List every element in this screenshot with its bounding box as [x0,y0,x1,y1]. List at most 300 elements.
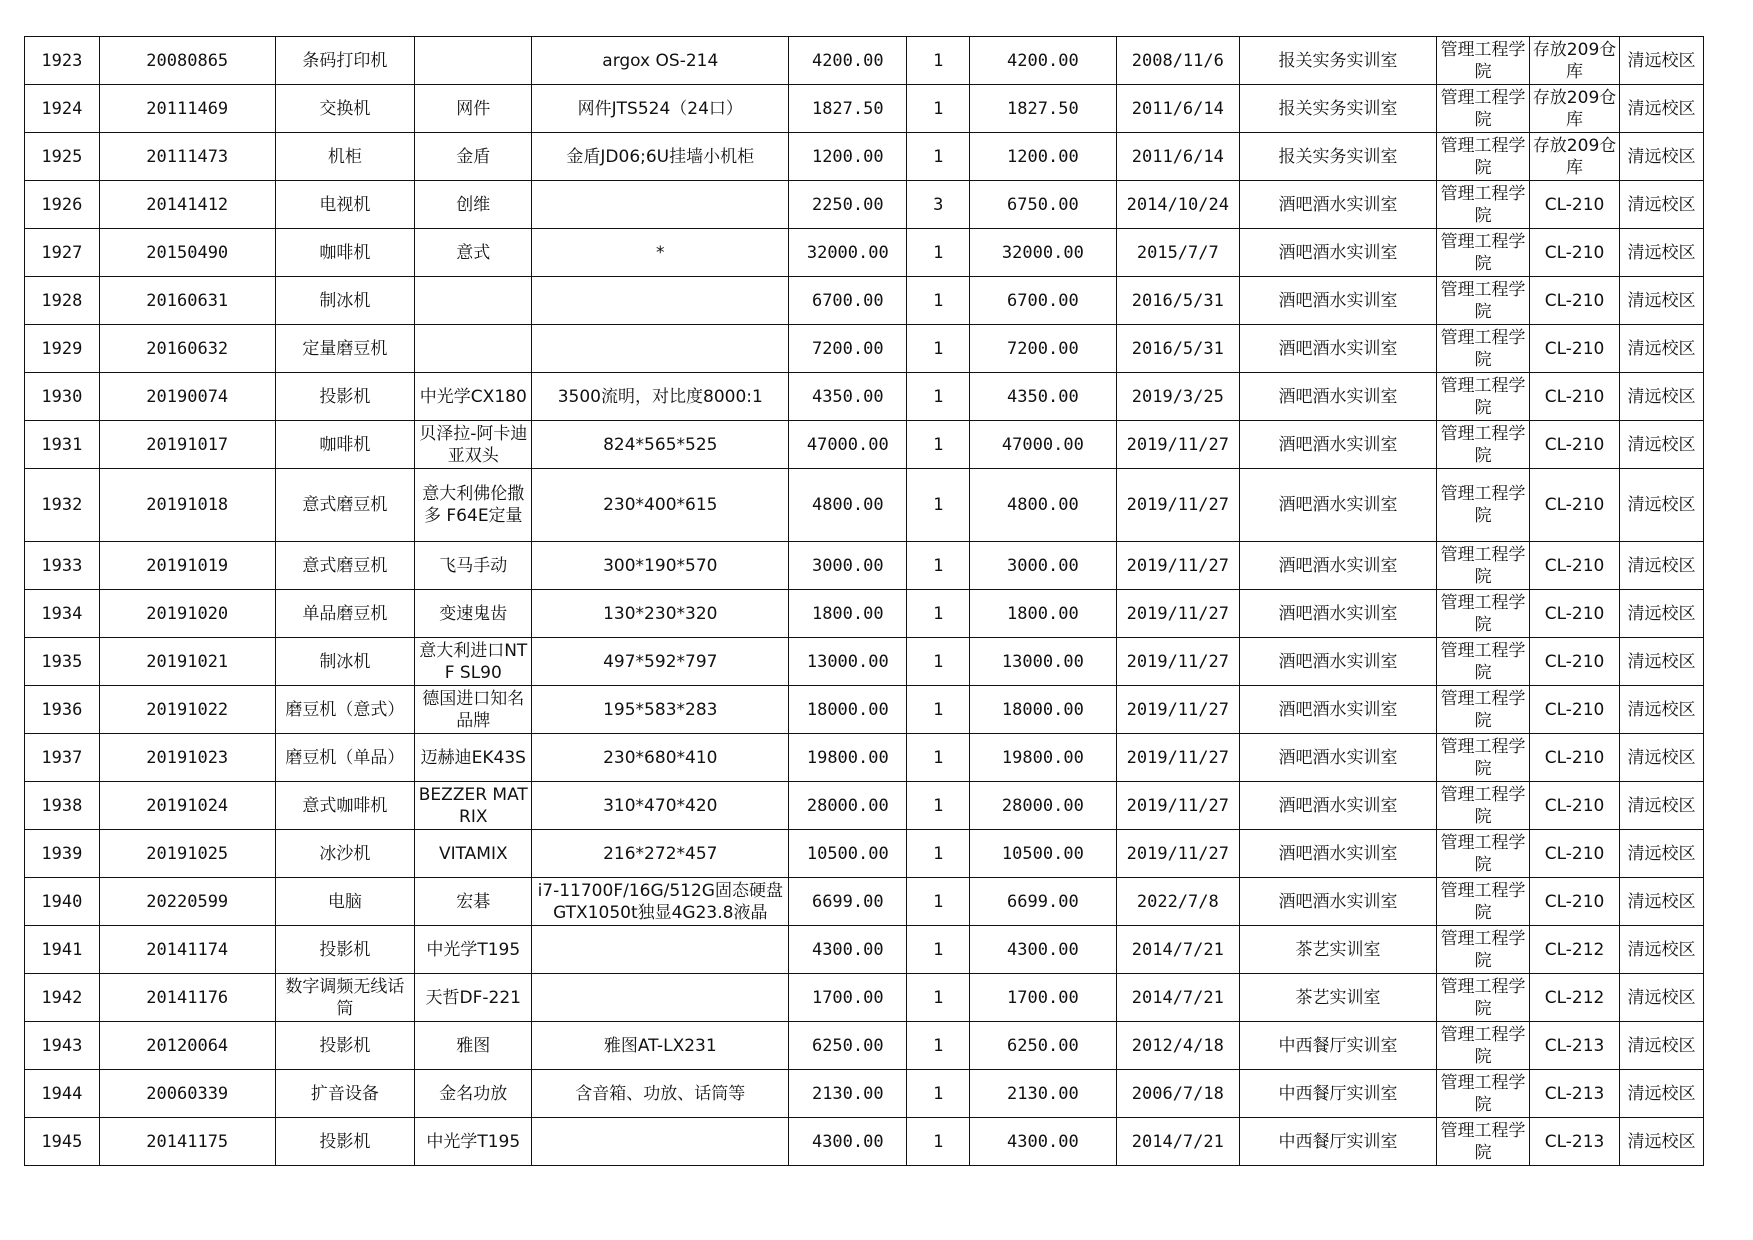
cell-brand: 德国进口知名品牌 [415,686,532,734]
cell-asset-name: 电脑 [275,878,414,926]
cell-department: 管理工程学院 [1437,229,1530,277]
cell-unit-price: 4300.00 [789,1118,907,1166]
cell-seq: 1937 [25,734,100,782]
cell-spec: 195*583*283 [532,686,789,734]
cell-quantity: 1 [907,1070,970,1118]
cell-room: 中西餐厅实训室 [1239,1118,1436,1166]
cell-room: 酒吧酒水实训室 [1239,878,1436,926]
cell-spec: 230*680*410 [532,734,789,782]
cell-room: 酒吧酒水实训室 [1239,373,1436,421]
cell-campus: 清远校区 [1620,782,1704,830]
cell-date: 2011/6/14 [1116,85,1239,133]
cell-seq: 1938 [25,782,100,830]
cell-unit-price: 1800.00 [789,590,907,638]
cell-asset-code: 20191017 [99,421,275,469]
cell-asset-name: 投影机 [275,926,414,974]
cell-amount: 1200.00 [970,133,1117,181]
table-row [25,638,1704,686]
cell-seq: 1943 [25,1022,100,1070]
cell-room: 酒吧酒水实训室 [1239,469,1436,542]
cell-quantity: 1 [907,133,970,181]
cell-asset-name: 数字调频无线话筒 [275,974,414,1022]
cell-brand [415,37,532,85]
cell-unit-price: 1700.00 [789,974,907,1022]
cell-spec: 497*592*797 [532,638,789,686]
cell-room: 报关实务实训室 [1239,37,1436,85]
cell-seq: 1924 [25,85,100,133]
cell-quantity: 1 [907,229,970,277]
cell-asset-code: 20060339 [99,1070,275,1118]
cell-asset-name: 意式磨豆机 [275,469,414,542]
cell-room: 酒吧酒水实训室 [1239,277,1436,325]
cell-asset-name: 意式磨豆机 [275,542,414,590]
cell-unit-price: 4350.00 [789,373,907,421]
cell-quantity: 1 [907,37,970,85]
cell-room: 酒吧酒水实训室 [1239,421,1436,469]
cell-date: 2014/7/21 [1116,974,1239,1022]
cell-unit-price: 47000.00 [789,421,907,469]
cell-location: CL-210 [1530,542,1620,590]
cell-asset-name: 电视机 [275,181,414,229]
cell-date: 2012/4/18 [1116,1022,1239,1070]
cell-date: 2006/7/18 [1116,1070,1239,1118]
cell-asset-code: 20191023 [99,734,275,782]
cell-asset-code: 20220599 [99,878,275,926]
cell-department: 管理工程学院 [1437,85,1530,133]
cell-brand: 中光学T195 [415,926,532,974]
table-row [25,373,1704,421]
cell-spec: i7-11700F/16G/512G固态硬盘GTX1050t独显4G23.8液晶 [532,878,789,926]
cell-amount: 6750.00 [970,181,1117,229]
cell-department: 管理工程学院 [1437,325,1530,373]
cell-location: CL-210 [1530,782,1620,830]
cell-unit-price: 2250.00 [789,181,907,229]
cell-seq: 1926 [25,181,100,229]
cell-brand: 金盾 [415,133,532,181]
cell-spec: 216*272*457 [532,830,789,878]
cell-campus: 清远校区 [1620,85,1704,133]
cell-location: CL-210 [1530,638,1620,686]
cell-location: CL-212 [1530,974,1620,1022]
cell-amount: 13000.00 [970,638,1117,686]
cell-quantity: 1 [907,373,970,421]
cell-location: 存放209仓库 [1530,37,1620,85]
cell-campus: 清远校区 [1620,133,1704,181]
cell-asset-code: 20111473 [99,133,275,181]
cell-asset-name: 磨豆机（意式） [275,686,414,734]
cell-brand: 网件 [415,85,532,133]
cell-location: CL-210 [1530,830,1620,878]
cell-quantity: 1 [907,878,970,926]
table-row [25,686,1704,734]
cell-room: 茶艺实训室 [1239,926,1436,974]
cell-campus: 清远校区 [1620,926,1704,974]
cell-campus: 清远校区 [1620,37,1704,85]
cell-seq: 1928 [25,277,100,325]
cell-department: 管理工程学院 [1437,686,1530,734]
cell-room: 酒吧酒水实训室 [1239,542,1436,590]
inventory-sheet [24,36,1704,1166]
cell-asset-name: 制冰机 [275,638,414,686]
cell-asset-code: 20120064 [99,1022,275,1070]
cell-brand: 贝泽拉-阿卡迪亚双头 [415,421,532,469]
cell-date: 2019/11/27 [1116,830,1239,878]
cell-location: CL-213 [1530,1118,1620,1166]
table-row [25,421,1704,469]
cell-location: CL-210 [1530,878,1620,926]
cell-asset-name: 条码打印机 [275,37,414,85]
cell-department: 管理工程学院 [1437,1022,1530,1070]
cell-amount: 4300.00 [970,926,1117,974]
cell-asset-code: 20191022 [99,686,275,734]
cell-room: 酒吧酒水实训室 [1239,590,1436,638]
cell-room: 报关实务实训室 [1239,133,1436,181]
cell-date: 2022/7/8 [1116,878,1239,926]
cell-campus: 清远校区 [1620,181,1704,229]
cell-date: 2019/11/27 [1116,686,1239,734]
cell-asset-name: 投影机 [275,1022,414,1070]
cell-unit-price: 32000.00 [789,229,907,277]
cell-amount: 6700.00 [970,277,1117,325]
cell-location: CL-210 [1530,277,1620,325]
table-row [25,229,1704,277]
cell-campus: 清远校区 [1620,469,1704,542]
cell-room: 报关实务实训室 [1239,85,1436,133]
cell-brand: 飞马手动 [415,542,532,590]
table-row [25,1022,1704,1070]
cell-department: 管理工程学院 [1437,542,1530,590]
cell-room: 中西餐厅实训室 [1239,1070,1436,1118]
cell-amount: 4350.00 [970,373,1117,421]
cell-location: CL-210 [1530,325,1620,373]
cell-spec: * [532,229,789,277]
cell-date: 2015/7/7 [1116,229,1239,277]
cell-brand [415,277,532,325]
cell-department: 管理工程学院 [1437,590,1530,638]
cell-seq: 1930 [25,373,100,421]
cell-department: 管理工程学院 [1437,878,1530,926]
cell-asset-code: 20191019 [99,542,275,590]
cell-asset-name: 制冰机 [275,277,414,325]
cell-asset-code: 20111469 [99,85,275,133]
cell-location: CL-210 [1530,590,1620,638]
table-row [25,926,1704,974]
cell-amount: 7200.00 [970,325,1117,373]
cell-asset-name: 定量磨豆机 [275,325,414,373]
cell-date: 2019/11/27 [1116,421,1239,469]
table-row [25,85,1704,133]
cell-date: 2019/3/25 [1116,373,1239,421]
cell-room: 酒吧酒水实训室 [1239,686,1436,734]
cell-date: 2011/6/14 [1116,133,1239,181]
cell-location: 存放209仓库 [1530,133,1620,181]
cell-asset-code: 20191025 [99,830,275,878]
cell-asset-code: 20190074 [99,373,275,421]
table-row [25,974,1704,1022]
cell-room: 中西餐厅实训室 [1239,1022,1436,1070]
cell-brand: VITAMIX [415,830,532,878]
cell-spec: 310*470*420 [532,782,789,830]
cell-campus: 清远校区 [1620,1070,1704,1118]
cell-location: CL-210 [1530,181,1620,229]
cell-campus: 清远校区 [1620,277,1704,325]
cell-asset-code: 20141174 [99,926,275,974]
cell-campus: 清远校区 [1620,590,1704,638]
cell-seq: 1942 [25,974,100,1022]
table-row [25,734,1704,782]
cell-unit-price: 3000.00 [789,542,907,590]
cell-amount: 1800.00 [970,590,1117,638]
cell-room: 酒吧酒水实训室 [1239,638,1436,686]
cell-asset-name: 冰沙机 [275,830,414,878]
cell-date: 2016/5/31 [1116,325,1239,373]
cell-brand: 雅图 [415,1022,532,1070]
cell-spec: argox OS-214 [532,37,789,85]
cell-seq: 1933 [25,542,100,590]
cell-location: CL-210 [1530,686,1620,734]
cell-amount: 4300.00 [970,1118,1117,1166]
cell-asset-code: 20141176 [99,974,275,1022]
cell-date: 2019/11/27 [1116,734,1239,782]
cell-spec: 雅图AT-LX231 [532,1022,789,1070]
cell-department: 管理工程学院 [1437,469,1530,542]
cell-brand: 迈赫迪EK43S [415,734,532,782]
cell-campus: 清远校区 [1620,686,1704,734]
cell-location: 存放209仓库 [1530,85,1620,133]
cell-quantity: 1 [907,686,970,734]
cell-asset-name: 意式咖啡机 [275,782,414,830]
cell-quantity: 1 [907,926,970,974]
cell-department: 管理工程学院 [1437,1070,1530,1118]
cell-department: 管理工程学院 [1437,926,1530,974]
cell-amount: 32000.00 [970,229,1117,277]
cell-amount: 1827.50 [970,85,1117,133]
cell-campus: 清远校区 [1620,421,1704,469]
cell-unit-price: 10500.00 [789,830,907,878]
cell-spec [532,1118,789,1166]
cell-seq: 1925 [25,133,100,181]
cell-unit-price: 19800.00 [789,734,907,782]
cell-brand: 天哲DF-221 [415,974,532,1022]
cell-location: CL-210 [1530,734,1620,782]
cell-asset-code: 20150490 [99,229,275,277]
table-body [25,37,1704,1166]
cell-campus: 清远校区 [1620,974,1704,1022]
cell-spec [532,974,789,1022]
cell-date: 2019/11/27 [1116,542,1239,590]
cell-department: 管理工程学院 [1437,974,1530,1022]
cell-spec [532,181,789,229]
cell-spec: 3500流明，对比度8000:1 [532,373,789,421]
cell-asset-code: 20191018 [99,469,275,542]
cell-seq: 1939 [25,830,100,878]
table-row [25,133,1704,181]
cell-spec [532,926,789,974]
cell-department: 管理工程学院 [1437,1118,1530,1166]
cell-unit-price: 4800.00 [789,469,907,542]
cell-seq: 1944 [25,1070,100,1118]
cell-asset-name: 交换机 [275,85,414,133]
cell-campus: 清远校区 [1620,325,1704,373]
cell-amount: 10500.00 [970,830,1117,878]
cell-campus: 清远校区 [1620,830,1704,878]
table-row [25,325,1704,373]
cell-campus: 清远校区 [1620,1022,1704,1070]
cell-unit-price: 18000.00 [789,686,907,734]
inventory-table [24,36,1704,1166]
cell-asset-name: 磨豆机（单品） [275,734,414,782]
cell-department: 管理工程学院 [1437,373,1530,421]
cell-quantity: 1 [907,1022,970,1070]
cell-asset-code: 20080865 [99,37,275,85]
cell-location: CL-210 [1530,229,1620,277]
cell-date: 2008/11/6 [1116,37,1239,85]
cell-room: 酒吧酒水实训室 [1239,229,1436,277]
cell-department: 管理工程学院 [1437,734,1530,782]
cell-brand: 中光学CX180 [415,373,532,421]
cell-brand [415,325,532,373]
cell-spec: 金盾JD06;6U挂墙小机柜 [532,133,789,181]
cell-campus: 清远校区 [1620,878,1704,926]
cell-campus: 清远校区 [1620,229,1704,277]
cell-quantity: 1 [907,1118,970,1166]
table-row [25,37,1704,85]
cell-brand: BEZZER MATRIX [415,782,532,830]
cell-spec: 130*230*320 [532,590,789,638]
cell-spec: 824*565*525 [532,421,789,469]
cell-quantity: 1 [907,590,970,638]
cell-spec: 含音箱、功放、话筒等 [532,1070,789,1118]
cell-unit-price: 13000.00 [789,638,907,686]
cell-department: 管理工程学院 [1437,181,1530,229]
cell-spec: 230*400*615 [532,469,789,542]
cell-quantity: 1 [907,542,970,590]
cell-department: 管理工程学院 [1437,277,1530,325]
cell-brand: 创维 [415,181,532,229]
cell-asset-code: 20160631 [99,277,275,325]
cell-location: CL-213 [1530,1022,1620,1070]
cell-date: 2019/11/27 [1116,638,1239,686]
cell-quantity: 1 [907,421,970,469]
cell-location: CL-213 [1530,1070,1620,1118]
cell-seq: 1934 [25,590,100,638]
cell-amount: 3000.00 [970,542,1117,590]
cell-campus: 清远校区 [1620,1118,1704,1166]
table-row [25,181,1704,229]
cell-asset-name: 单品磨豆机 [275,590,414,638]
cell-amount: 6250.00 [970,1022,1117,1070]
cell-spec [532,277,789,325]
cell-quantity: 1 [907,469,970,542]
cell-quantity: 1 [907,325,970,373]
cell-spec: 300*190*570 [532,542,789,590]
cell-date: 2014/7/21 [1116,926,1239,974]
cell-campus: 清远校区 [1620,638,1704,686]
cell-unit-price: 1827.50 [789,85,907,133]
cell-quantity: 1 [907,638,970,686]
cell-location: CL-210 [1530,373,1620,421]
cell-amount: 19800.00 [970,734,1117,782]
cell-department: 管理工程学院 [1437,830,1530,878]
table-row [25,590,1704,638]
cell-amount: 6699.00 [970,878,1117,926]
cell-brand: 中光学T195 [415,1118,532,1166]
cell-quantity: 1 [907,277,970,325]
cell-asset-code: 20191020 [99,590,275,638]
cell-unit-price: 1200.00 [789,133,907,181]
cell-seq: 1941 [25,926,100,974]
cell-amount: 18000.00 [970,686,1117,734]
cell-department: 管理工程学院 [1437,782,1530,830]
cell-department: 管理工程学院 [1437,37,1530,85]
cell-unit-price: 4300.00 [789,926,907,974]
cell-unit-price: 4200.00 [789,37,907,85]
cell-asset-name: 投影机 [275,1118,414,1166]
cell-amount: 28000.00 [970,782,1117,830]
cell-unit-price: 2130.00 [789,1070,907,1118]
table-row [25,1070,1704,1118]
cell-location: CL-210 [1530,469,1620,542]
table-row [25,1118,1704,1166]
cell-brand: 意大利进口NTF SL90 [415,638,532,686]
cell-date: 2016/5/31 [1116,277,1239,325]
cell-unit-price: 6250.00 [789,1022,907,1070]
cell-unit-price: 28000.00 [789,782,907,830]
cell-room: 茶艺实训室 [1239,974,1436,1022]
cell-department: 管理工程学院 [1437,638,1530,686]
cell-room: 酒吧酒水实训室 [1239,734,1436,782]
cell-seq: 1931 [25,421,100,469]
table-row [25,830,1704,878]
cell-quantity: 1 [907,782,970,830]
cell-room: 酒吧酒水实训室 [1239,830,1436,878]
cell-quantity: 1 [907,974,970,1022]
cell-asset-name: 投影机 [275,373,414,421]
cell-asset-name: 咖啡机 [275,229,414,277]
cell-date: 2019/11/27 [1116,469,1239,542]
cell-asset-name: 扩音设备 [275,1070,414,1118]
cell-brand: 宏碁 [415,878,532,926]
cell-unit-price: 6699.00 [789,878,907,926]
cell-department: 管理工程学院 [1437,421,1530,469]
cell-quantity: 1 [907,85,970,133]
table-row [25,782,1704,830]
cell-asset-name: 机柜 [275,133,414,181]
cell-unit-price: 7200.00 [789,325,907,373]
cell-brand: 金名功放 [415,1070,532,1118]
cell-unit-price: 6700.00 [789,277,907,325]
cell-date: 2014/7/21 [1116,1118,1239,1166]
cell-amount: 4200.00 [970,37,1117,85]
cell-date: 2014/10/24 [1116,181,1239,229]
cell-department: 管理工程学院 [1437,133,1530,181]
cell-room: 酒吧酒水实训室 [1239,782,1436,830]
cell-spec: 网件JTS524（24口） [532,85,789,133]
cell-amount: 4800.00 [970,469,1117,542]
cell-location: CL-212 [1530,926,1620,974]
table-row [25,878,1704,926]
table-row [25,542,1704,590]
cell-location: CL-210 [1530,421,1620,469]
cell-spec [532,325,789,373]
cell-campus: 清远校区 [1620,373,1704,421]
cell-seq: 1927 [25,229,100,277]
cell-seq: 1935 [25,638,100,686]
cell-asset-code: 20141412 [99,181,275,229]
cell-quantity: 1 [907,830,970,878]
cell-room: 酒吧酒水实训室 [1239,181,1436,229]
cell-seq: 1923 [25,37,100,85]
